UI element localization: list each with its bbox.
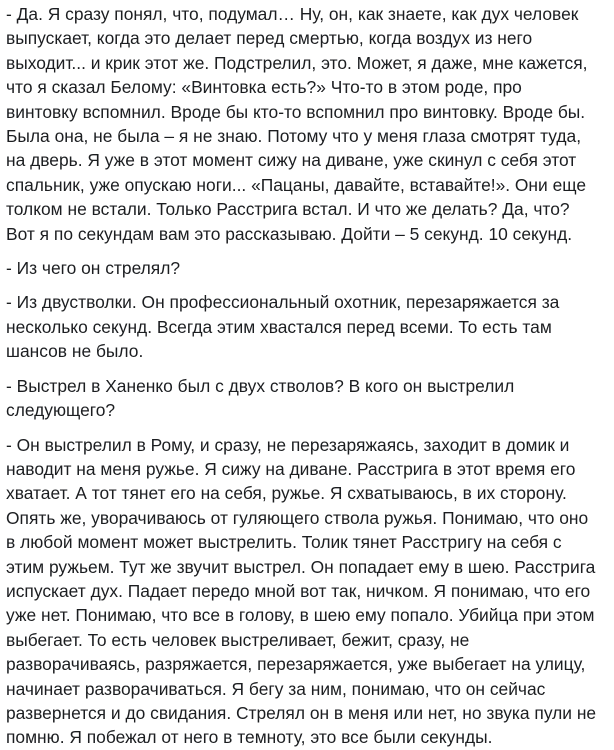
answer-paragraph: - Да. Я сразу понял, что, подумал… Ну, он, как знаете, как дух человек выпускает, когда это делает перед смертью, когда воздух из него выходит... и крик этот же. Подстрелил, это. Может, я даже, мне кажется, что я сказал Белому: «Винтовка есть?» Что-то в этом роде, про винтовку вспомнил. Вроде бы кто-то вспомнил про винтовку. Вроде бы. Была она, не была – я не знаю. Потому что у меня глаза смотрят туда, на дверь. Я уже в этот момент сижу на диване, уже скинул с себя этот спальник, уже опускаю ноги... «Пацаны, давайте, вставайте!». Они еще толком не встали. Только Расстрига встал. И что же делать? Да, что? Вот я по секундам вам это рассказываю. Дойти – 5 секунд. 10 секунд. [6, 4, 588, 244]
answer-paragraph: - Он выстрелил в Рому, и сразу, не перезаряжаясь, заходит в домик и наводит на меня ружье. Я сижу на диване. Расстрига в этот время его хватает. А тот тянет его на себя, ружье. Я схватываюсь, в их сторону. Опять же, уворачиваюсь от гуляющего ствола ружья. Понимаю, что оно в любой момент может выстрелить. Толик тянет Расстригу на себя с этим ружьем. Тут же звучит выстрел. Он попадает ему в шею. Расстрига испускает дух. Падает передо мной вот так, ничком. Я понимаю, что его уже нет. Понимаю, что все в голову, в шею ему попало. Убийца при этом выбегает. То есть человек выстреливает, бежит, сразу, не разворачиваясь, разряжается, перезаряжается, уже выбегает на улицу, начинает разворачиваться. Я бегу за ним, понимаю, что он сейчас развернется и до свидания. Стрелял он в меня или нет, но звука пули не помню. Я побежал от него в темноту, это все были секунды. [6, 434, 597, 748]
question-paragraph: - Выстрел в Ханенко был с двух стволов? В кого он выстрелил следующего? [6, 375, 515, 421]
question-paragraph: - Из чего он стрелял? [6, 258, 181, 279]
answer-paragraph: - Из двустволки. Он профессиональный охотник, перезаряжается за несколько секунд. Всегда этим хвастался перед всеми. То есть там шансов не было. [6, 292, 560, 362]
